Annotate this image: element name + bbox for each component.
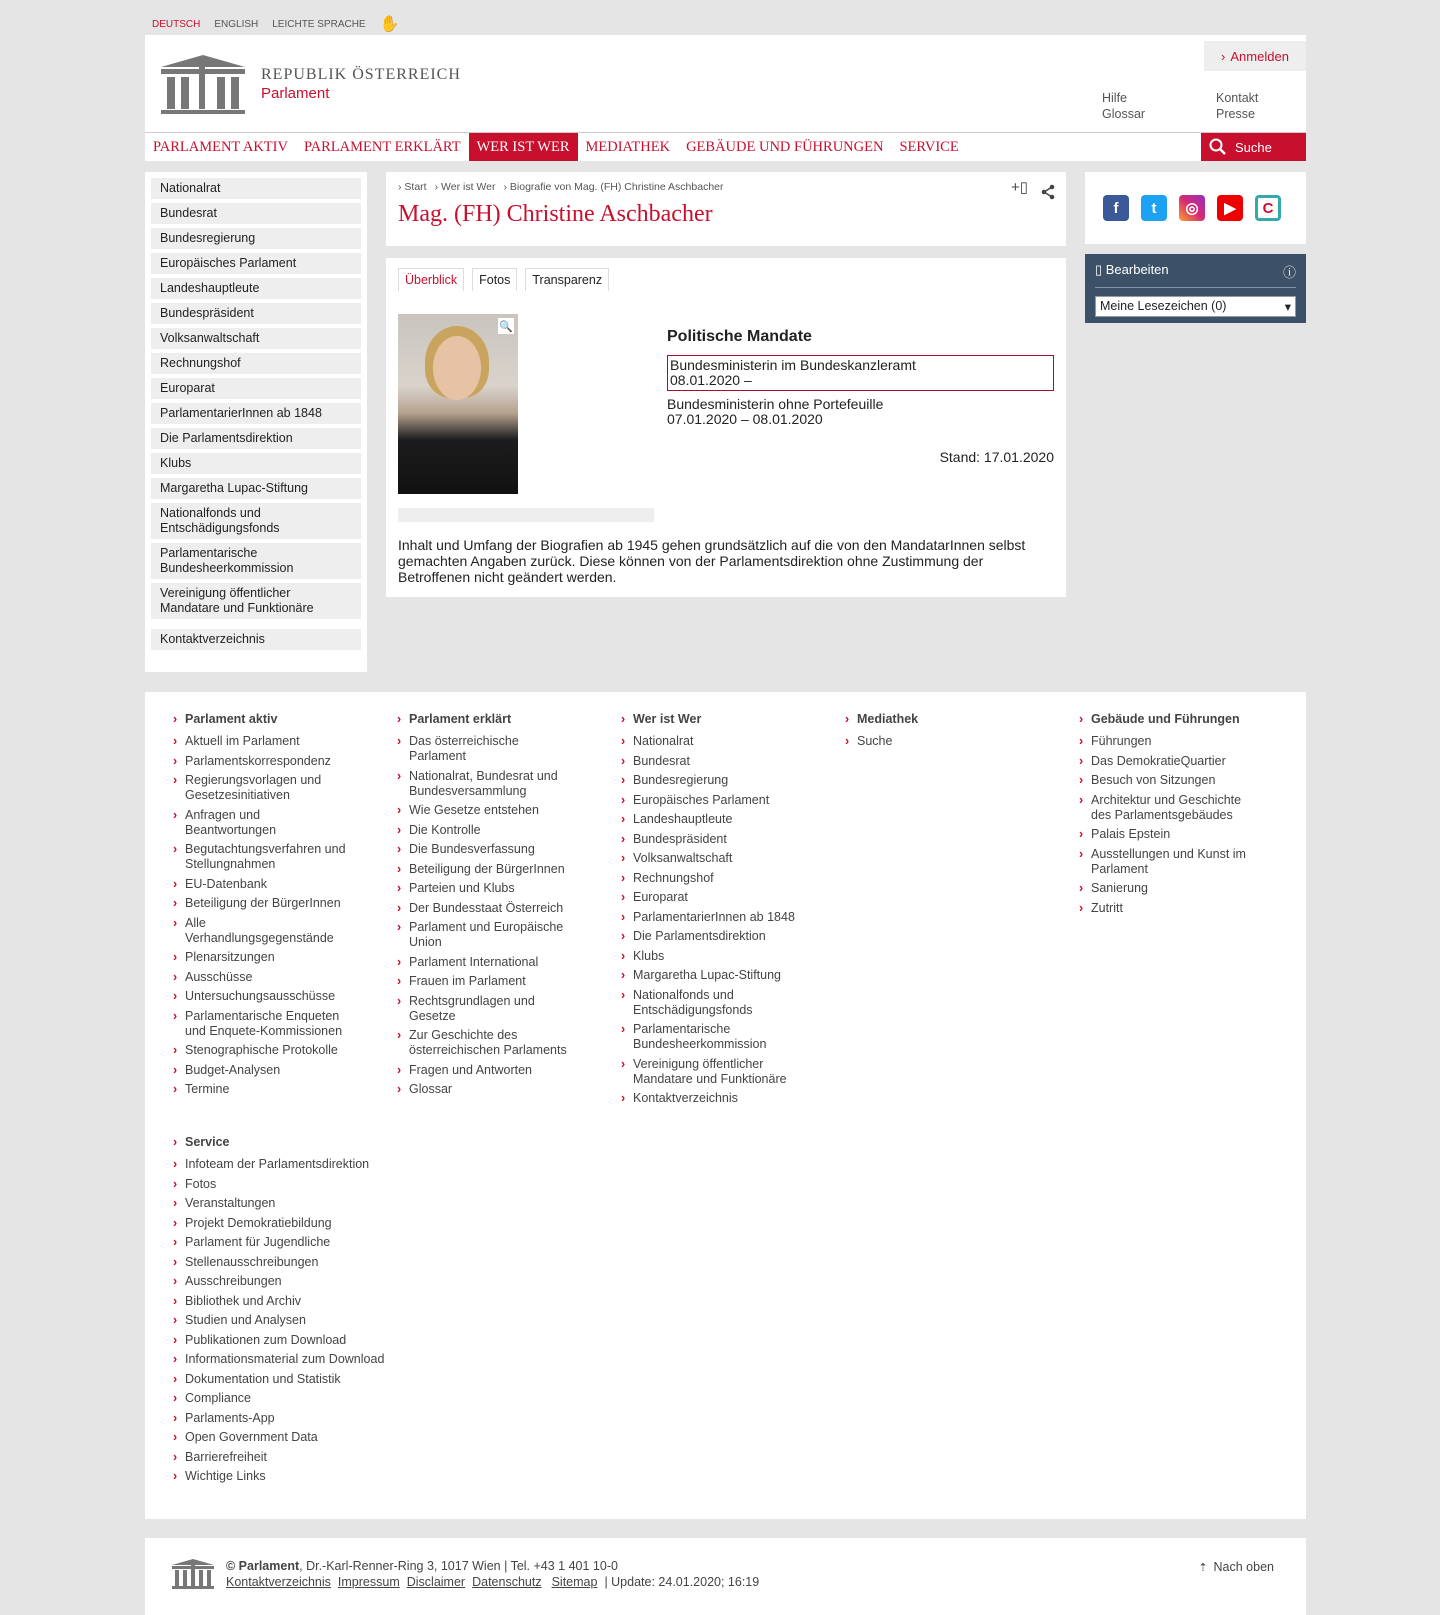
footer-link[interactable]: › Stellenausschreibungen [173, 1255, 403, 1270]
footer-link[interactable]: › Publikationen zum Download [173, 1333, 403, 1348]
footer-link[interactable]: › Bundesregierung [621, 773, 801, 788]
footer-link[interactable]: › Führungen [1079, 734, 1259, 749]
footer-link[interactable]: › EU-Datenbank [173, 877, 353, 892]
footer-link[interactable]: › Parlaments-App [173, 1411, 403, 1426]
copyright: © Parlament [226, 1559, 300, 1573]
tab-transparenz[interactable]: Transparenz [525, 268, 609, 291]
footer-link[interactable]: › Regierungsvorlagen und Gesetzesinitiativen [173, 773, 353, 803]
footer-link[interactable]: › Sanierung [1079, 881, 1259, 896]
footer-link[interactable]: › Palais Epstein [1079, 827, 1259, 842]
footer-link[interactable]: › Margaretha Lupac-Stiftung [621, 968, 801, 983]
footer-link[interactable]: › Wie Gesetze entstehen [397, 803, 577, 818]
footer-link[interactable]: › Barrierefreiheit [173, 1450, 403, 1465]
breadcrumb-wer-ist-wer[interactable]: › Wer ist Wer [435, 181, 496, 193]
sidebar-item[interactable]: Bundespräsident [151, 303, 361, 324]
footer-link[interactable]: › Suche [845, 734, 1025, 749]
login-label: Anmelden [1230, 48, 1289, 64]
mandates-heading: Politische Mandate [667, 328, 812, 345]
footer-link[interactable]: › Wichtige Links [173, 1469, 403, 1484]
bookmarks-select-value: Meine Lesezeichen (0) [1100, 299, 1227, 313]
footer-link[interactable]: › Europarat [621, 890, 801, 905]
sidebar-item[interactable]: Klubs [151, 453, 361, 474]
lang-easy[interactable]: LEICHTE SPRACHE [272, 18, 366, 30]
tab-fotos[interactable]: Fotos [472, 268, 517, 291]
stand-date: Stand: 17.01.2020 [939, 449, 1054, 465]
footer-link[interactable]: › Europäisches Parlament [621, 793, 801, 808]
footer-link[interactable]: › Das österreichische Parlament [397, 734, 577, 764]
arrow-up-icon: ⇡ [1198, 1562, 1208, 1574]
footer-link[interactable]: › Besuch von Sitzungen [1079, 773, 1259, 788]
logo-line1: REPUBLIK ÖSTERREICH [261, 66, 461, 83]
footer-heading[interactable]: › Wer ist Wer [621, 712, 801, 727]
footer-link[interactable]: › Parteien und Klubs [397, 881, 577, 896]
nav-parlament-aktiv[interactable]: PARLAMENT AKTIV [153, 139, 288, 155]
social-bar [1085, 172, 1306, 244]
footer-link[interactable]: › Projekt Demokratiebildung [173, 1216, 403, 1231]
main-nav [145, 132, 1306, 161]
sidebar-item[interactable]: Bundesregierung [151, 228, 361, 249]
footer-link[interactable]: › Rechnungshof [621, 871, 801, 886]
bookmarks-select[interactable] [1095, 296, 1296, 317]
footer-link[interactable]: › Nationalrat [621, 734, 801, 749]
lang-english[interactable]: ENGLISH [214, 18, 259, 30]
footer-link[interactable]: › Zutritt [1079, 901, 1259, 916]
mandates [667, 328, 1054, 465]
bottom-link[interactable]: Impressum [337, 1575, 400, 1589]
search-label: Suche [1235, 139, 1272, 155]
twitter-icon[interactable]: t [1141, 195, 1167, 221]
breadcrumb [398, 181, 1054, 193]
footer-link[interactable]: › Informationsmaterial zum Download [173, 1352, 403, 1367]
sidebar-item[interactable]: Bundesrat [151, 203, 361, 224]
page-title: Mag. (FH) Christine Aschbacher [398, 201, 713, 227]
demokratie-icon[interactable]: C [1255, 195, 1281, 221]
footer-link[interactable]: › Parlament für Jugendliche [173, 1235, 403, 1250]
sidebar-item[interactable]: Kontaktverzeichnis [151, 629, 361, 650]
bottom-link[interactable]: Kontaktverzeichnis [226, 1575, 331, 1589]
youtube-icon[interactable]: ▶ [1217, 195, 1243, 221]
nav-wer-ist-wer[interactable]: WER IST WER [469, 133, 578, 161]
tab-ueberblick[interactable]: Überblick [398, 268, 464, 291]
footer-heading[interactable]: › Mediathek [845, 712, 1025, 727]
footer-link[interactable]: › ParlamentarierInnen ab 1848 [621, 910, 801, 925]
footer-link[interactable]: › Compliance [173, 1391, 403, 1406]
back-to-top-label: Nach oben [1213, 1560, 1274, 1574]
press-link[interactable]: Presse [1216, 107, 1255, 121]
bottom-link[interactable]: Datenschutz [472, 1575, 542, 1589]
footer-col-parlament-aktiv [173, 712, 353, 1102]
title-panel [386, 172, 1066, 246]
info-icon[interactable]: ⓘ [1282, 265, 1296, 280]
help-link[interactable]: Hilfe [1102, 91, 1128, 105]
breadcrumb-start[interactable]: › Start [398, 181, 427, 193]
footer-col-parlament-erklaert [397, 712, 577, 1102]
footer-link[interactable]: › Beteiligung der BürgerInnen [173, 896, 353, 911]
sign-language-icon[interactable]: ✋ [379, 16, 400, 33]
footer-link[interactable]: › Das DemokratieQuartier [1079, 754, 1259, 769]
update-info: | Update: 24.01.2020; 16:19 [604, 1575, 760, 1589]
bottom-bar [145, 1538, 1306, 1615]
footer-heading[interactable]: › Service [173, 1135, 403, 1150]
mandate-2-title: Bundesministerin ohne Portefeuille [667, 396, 884, 412]
sidebar-item[interactable]: Europäisches Parlament [151, 253, 361, 274]
mandate-1-date: 08.01.2020 – [670, 372, 752, 388]
footer-link[interactable]: › Architektur und Geschichte des Parlamentsgebäudes [1079, 793, 1259, 823]
bio-panel [386, 258, 1066, 597]
footer-link[interactable]: › Begutachtungsverfahren und Stellungnahmen [173, 842, 353, 872]
contact-link[interactable]: Kontakt [1216, 91, 1259, 105]
footer-link[interactable]: › Kontaktverzeichnis [621, 1091, 801, 1106]
header-links [1102, 91, 1276, 121]
footer-link[interactable]: › Die Bundesverfassung [397, 842, 577, 857]
footer-link[interactable]: › Parlamentskorrespondenz [173, 754, 353, 769]
parliament-small-logo-icon [171, 1558, 215, 1590]
parliament-logo-icon [159, 53, 247, 115]
footer-link[interactable]: › Termine [173, 1082, 353, 1097]
footer-link[interactable]: › Veranstaltungen [173, 1196, 403, 1211]
nav-parlament-erklaert[interactable]: PARLAMENT ERKLÄRT [303, 139, 461, 155]
footer-link[interactable]: › Rechtsgrundlagen und Gesetze [397, 994, 577, 1024]
sidebar-item[interactable]: Vereinigung öffentlicher Mandatare und Funktionäre [151, 583, 361, 619]
footer-link[interactable]: › Zur Geschichte des österreichischen Parlaments [397, 1028, 577, 1058]
footer-link[interactable]: › Landeshauptleute [621, 812, 801, 827]
header [145, 35, 1306, 132]
footer-link[interactable]: › Beteiligung der BürgerInnen [397, 862, 577, 877]
footer-link[interactable]: › Vereinigung öffentlicher Mandatare und Funktionäre [621, 1057, 801, 1087]
edit-box [1085, 254, 1306, 323]
footer-link[interactable]: › Die Kontrolle [397, 823, 577, 838]
footer-col-gebaeude [1079, 712, 1259, 920]
footer-link[interactable]: › Parlamentarische Bundesheerkommission [621, 1022, 801, 1052]
footer-link[interactable]: › Ausstellungen und Kunst im Parlament [1079, 847, 1259, 877]
footer-link[interactable]: › Budget-Analysen [173, 1063, 353, 1078]
footer-link[interactable]: › Aktuell im Parlament [173, 734, 353, 749]
footer-link[interactable]: › Ausschüsse [173, 970, 353, 985]
footer-link[interactable]: › Klubs [621, 949, 801, 964]
nav-service[interactable]: SERVICE [899, 139, 959, 155]
footer-link[interactable]: › Glossar [397, 1082, 577, 1097]
footer-link[interactable]: › Open Government Data [173, 1430, 403, 1445]
sidebar-item[interactable]: ParlamentarierInnen ab 1848 [151, 403, 361, 424]
footer-heading[interactable]: › Parlament aktiv [173, 712, 353, 727]
logo[interactable] [159, 53, 461, 115]
edit-title: ▯ Bearbeiten [1095, 262, 1169, 277]
footer-link[interactable]: › Bibliothek und Archiv [173, 1294, 403, 1309]
glossary-link[interactable]: Glossar [1102, 107, 1146, 121]
footer-link[interactable]: › Alle Verhandlungsgegenstände [173, 916, 353, 946]
sidebar-item[interactable]: Die Parlamentsdirektion [151, 428, 361, 449]
footer-heading[interactable]: › Parlament erklärt [397, 712, 577, 727]
footer-link[interactable]: › Parlament und Europäische Union [397, 920, 577, 950]
footer-link[interactable]: › Volksanwaltschaft [621, 851, 801, 866]
chevron-down-icon: ▾ [1284, 300, 1291, 314]
footer-link[interactable]: › Ausschreibungen [173, 1274, 403, 1289]
mandate-current [667, 355, 1054, 391]
mandate-previous [667, 397, 1054, 427]
footer-link[interactable]: › Der Bundesstaat Österreich [397, 901, 577, 916]
footer-link[interactable]: › Dokumentation und Statistik [173, 1372, 403, 1387]
footer [145, 692, 1306, 1519]
disclaimer-text: Inhalt und Umfang der Biografien ab 1945 gehen grundsätzlich auf die von den MandatarInnen selbst gemachten Angaben zurück. Diese können von der Parlamentsdirektion ohne Zustimmung der Betroffenen nicht geändert werden. [398, 537, 1026, 585]
footer-link[interactable]: › Plenarsitzungen [173, 950, 353, 965]
facebook-icon[interactable]: f [1103, 195, 1129, 221]
footer-link[interactable]: › Nationalfonds und Entschädigungsfonds [621, 988, 801, 1018]
language-bar [152, 14, 400, 34]
footer-col-service [173, 1135, 403, 1489]
sidebar [145, 172, 367, 672]
login-button[interactable]: › Anmelden [1204, 41, 1306, 71]
footer-link[interactable]: › Infoteam der Parlamentsdirektion [173, 1157, 403, 1172]
footer-link[interactable]: › Studien und Analysen [173, 1313, 403, 1328]
logo-line2: Parlament [261, 85, 330, 102]
footer-heading[interactable]: › Gebäude und Führungen [1079, 712, 1259, 727]
breadcrumb-current: › Biografie von Mag. (FH) Christine Aschbacher [503, 181, 723, 193]
portrait-photo[interactable] [398, 314, 518, 494]
share-icon[interactable] [1040, 184, 1056, 200]
footer-link[interactable]: › Parlamentarische Enqueten und Enquete-Kommissionen [173, 1009, 353, 1039]
sidebar-item[interactable]: Parlamentarische Bundesheerkommission [151, 543, 361, 579]
footer-link[interactable]: › Fotos [173, 1177, 403, 1192]
footer-link[interactable]: › Nationalrat, Bundesrat und Bundesversammlung [397, 769, 577, 799]
footer-link[interactable]: › Die Parlamentsdirektion [621, 929, 801, 944]
footer-link[interactable]: › Frauen im Parlament [397, 974, 577, 989]
sidebar-item[interactable]: Nationalrat [151, 178, 361, 199]
footer-link[interactable]: › Stenographische Protokolle [173, 1043, 353, 1058]
footer-link[interactable]: › Anfragen und Beantwortungen [173, 808, 353, 838]
sidebar-item[interactable]: Rechnungshof [151, 353, 361, 374]
footer-link[interactable]: › Parlament International [397, 955, 577, 970]
bottom-link[interactable]: Disclaimer [406, 1575, 466, 1589]
search-button[interactable] [1201, 133, 1306, 161]
footer-col-wer-ist-wer [621, 712, 801, 1111]
instagram-icon[interactable]: ◎ [1179, 195, 1205, 221]
bottom-link[interactable]: Sitemap [551, 1575, 598, 1589]
sidebar-item[interactable]: Volksanwaltschaft [151, 328, 361, 349]
mandate-1-title: Bundesministerin im Bundeskanzleramt [670, 357, 916, 373]
back-to-top[interactable] [1198, 1560, 1274, 1574]
footer-link[interactable]: › Untersuchungsausschüsse [173, 989, 353, 1004]
tabs [398, 268, 1054, 291]
edit-title-label: Bearbeiten [1105, 262, 1169, 277]
footer-link[interactable]: › Bundespräsident [621, 832, 801, 847]
sidebar-item[interactable]: Landeshauptleute [151, 278, 361, 299]
mandate-2-date: 07.01.2020 – 08.01.2020 [667, 411, 823, 427]
photo-caption-bar [398, 508, 654, 522]
sidebar-item[interactable]: Nationalfonds und Entschädigungsfonds [151, 503, 361, 539]
footer-link[interactable]: › Bundesrat [621, 754, 801, 769]
nav-mediathek[interactable]: MEDIATHEK [585, 139, 671, 155]
zoom-icon[interactable]: 🔍 [498, 318, 514, 334]
lang-german[interactable]: DEUTSCH [152, 18, 201, 30]
nav-gebaeude[interactable]: GEBÄUDE UND FÜHRUNGEN [686, 139, 884, 155]
sidebar-item[interactable]: Margaretha Lupac-Stiftung [151, 478, 361, 499]
sidebar-item[interactable]: Europarat [151, 378, 361, 399]
footer-col-mediathek [845, 712, 1025, 754]
footer-link[interactable]: › Fragen und Antworten [397, 1063, 577, 1078]
address: , Dr.-Karl-Renner-Ring 3, 1017 Wien | Tel. +43 1 401 10-0 [299, 1559, 618, 1573]
bookmark-add-icon[interactable]: +▯ [1010, 179, 1028, 196]
search-icon [1209, 138, 1227, 156]
